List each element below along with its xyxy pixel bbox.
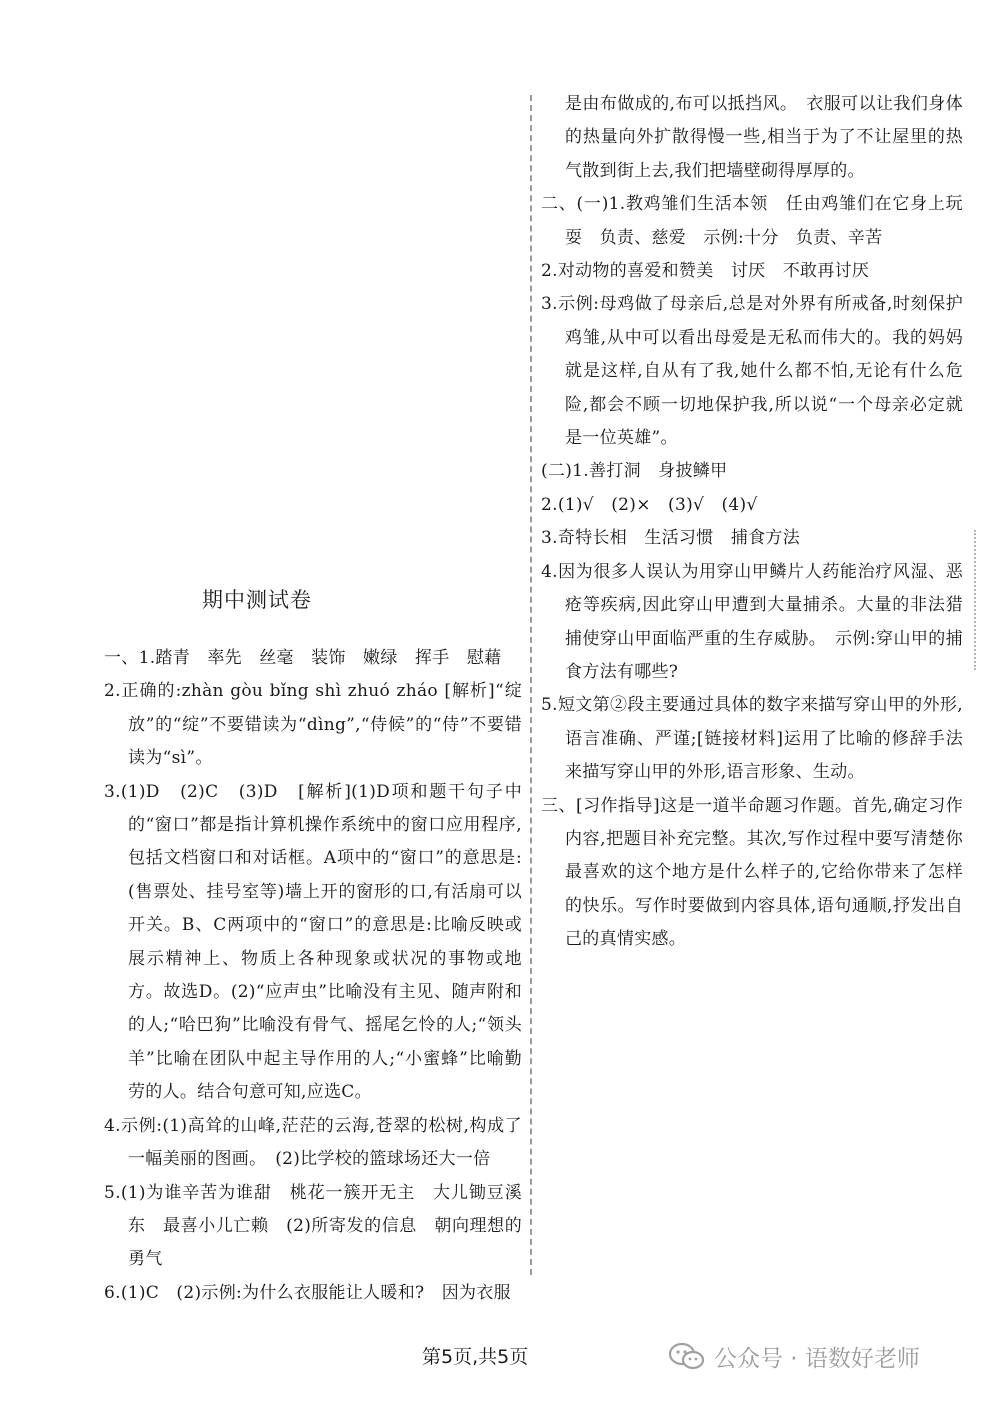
wechat-icon [668, 1342, 706, 1372]
answer-1-6: 6.(1)C (2)示例:为什么衣服能让人暖和? 因为衣服 [104, 1282, 511, 1303]
answer-1-5: 5.(1)为谁辛苦为谁甜 桃花一簇开无主 大儿锄豆溪东 最喜小儿亡赖 (2)所寄发的信息 朝向理想的勇气 [104, 1182, 522, 1270]
answer-1-3: 3.(1)D (2)C (3)D [解析](1)D项和题干句子中的“窗口”都是指计算机操作系统中的窗口应用程序,包括文档窗口和对话框。A项中的“窗口”的意思是:(售票处、挂号室等)墙上开的窗形的口,有活扇可以开关。B、C两项中的“窗口”的意思是:比喻反映或展示精神上、物质上各种现象或状况的事物或地方。故选D。(2)“应声虫”比喻没有主见、随声附和的人;“哈巴狗”比喻没有骨气、摇尾乞怜的人;“领头羊”比喻在团队中起主导作用的人;“小蜜蜂”比喻勤劳的人。结合句意可知,应选C。 [104, 781, 522, 1103]
answer-2-1-2: 2.对动物的喜爱和赞美 讨厌 不敢再讨厌 [541, 261, 870, 282]
answer-2-2-1: (二)1.善打洞 身披鳞甲 [541, 461, 728, 482]
answer-2-2-5: 5.短文第②段主要通过具体的数字来描写穿山甲的外形,语言准确、严谨;[链接材料]运用了比喻的修辞手法来描写穿山甲的外形,语言形象、生动。 [541, 695, 963, 783]
watermark [668, 1340, 920, 1373]
answer-2-2-2: 2.(1)√ (2)× (3)√ (4)√ [541, 494, 758, 515]
answer-2-1-1: 二、(一)1.教鸡雏们生活本领 任由鸡雏们在它身上玩耍 负责、慈爱 示例:十分 负责、辛苦 [541, 194, 963, 248]
answer-1-4: 4.示例:(1)高耸的山峰,茫茫的云海,苍翠的松树,构成了一幅美丽的图画。 (2)比学校的篮球场还大一倍 [104, 1115, 522, 1170]
answer-3: 三、[习作指导]这是一道半命题习作题。首先,确定习作内容,把题目补充完整。其次,写作过程中要写清楚你最喜欢的这个地方是什么样子的,它给你带来了怎样的快乐。写作时要做到内容具体,语句通顺,抒发出自己的真情实感。 [541, 795, 963, 950]
answer-2-2-3: 3.奇特长相 生活习惯 捕食方法 [541, 528, 801, 549]
page-title: 期中测试卷 [202, 588, 312, 612]
page-footer: 第5页,共5页 [422, 1346, 529, 1368]
answer-2-2-4: 4.因为很多人误认为用穿山甲鳞片人药能治疗风湿、恶疮等疾病,因此穿山甲遭到大量捕杀。大量的非法猎捕使穿山甲面临严重的生存威胁。 示例:穿山甲的捕食方法有哪些? [541, 561, 963, 682]
column-divider [530, 95, 532, 1275]
answer-1-1: 一、1.踏青 率先 丝毫 装饰 嫩绿 挥手 慰藉 [104, 648, 502, 668]
binding-marks [974, 530, 976, 670]
left-column [104, 642, 522, 1310]
right-column [541, 88, 963, 957]
answer-1-2: 2.正确的:zhàn gòu bǐng shì zhuó zháo [解析]“绽放”的“绽”不要错读为“dìng”,“侍候”的“侍”不要错读为“sì”。 [104, 681, 522, 769]
watermark-text: 公众号 · 语数好老师 [714, 1346, 920, 1372]
answer-2-1-3: 3.示例:母鸡做了母亲后,总是对外界有所戒备,时刻保护鸡雏,从中可以看出母爱是无私而伟大的。我的妈妈就是这样,自从有了我,她什么都不怕,无论有什么危险,都会不顾一切地保护我,所以说“一个母亲必定就是一位英雄”。 [541, 294, 963, 449]
answer-1-6-continued: 是由布做成的,布可以抵挡风。 衣服可以让我们身体的热量向外扩散得慢一些,相当于为了不让屋里的热气散到街上去,我们把墙壁砌得厚厚的。 [565, 94, 963, 181]
